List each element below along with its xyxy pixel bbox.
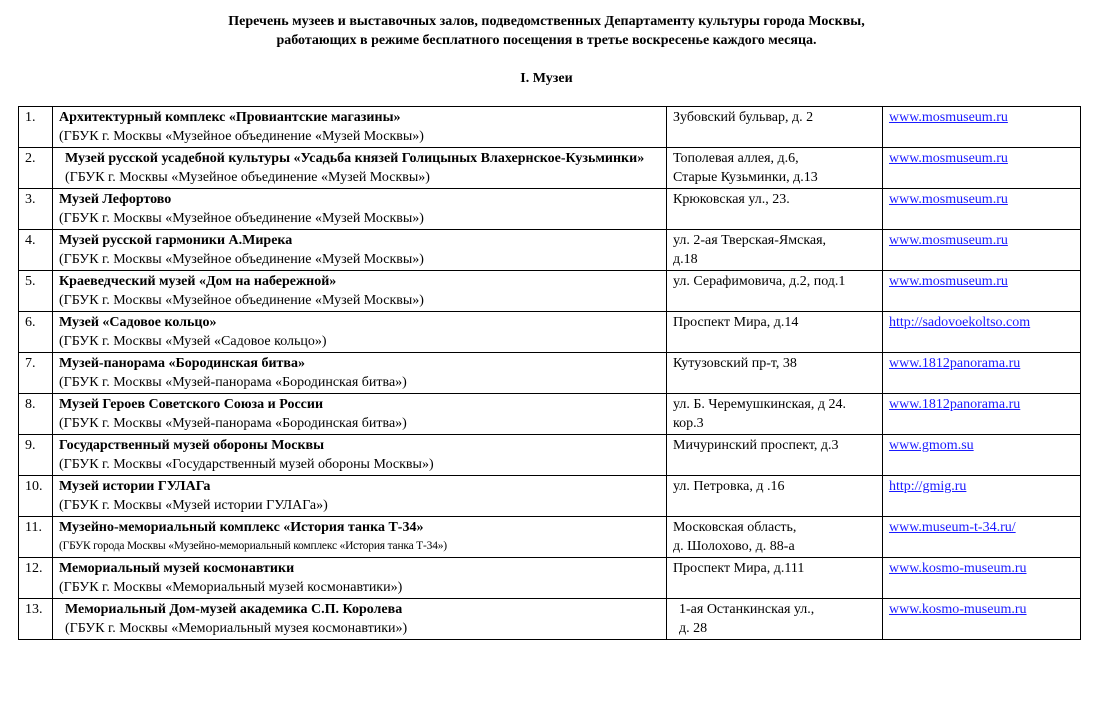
document-title [0, 12, 1093, 50]
table-row [19, 148, 1081, 189]
address-cell [667, 271, 883, 312]
website-cell [883, 312, 1081, 353]
table-row [19, 353, 1081, 394]
website-link[interactable]: www.gmom.su [889, 438, 974, 453]
website-link[interactable]: www.mosmuseum.ru [889, 274, 1008, 289]
address-cell [667, 148, 883, 189]
address-line: Тополевая аллея, д.6, [673, 151, 799, 166]
table-row [19, 271, 1081, 312]
address-line: д. Шолохово, д. 88-а [673, 539, 795, 554]
row-number: 5. [19, 271, 53, 312]
address-line: ул. 2-ая Тверская-Ямская, [673, 233, 827, 248]
website-cell [883, 189, 1081, 230]
museum-name: Краеведческий музей «Дом на набережной» [59, 274, 337, 289]
museum-name: Мемориальный Дом-музей академика С.П. Королева [65, 602, 403, 617]
address-line: ул. Серафимовича, д.2, под.1 [673, 274, 846, 289]
table-row [19, 189, 1081, 230]
website-link[interactable]: www.kosmo-museum.ru [889, 602, 1027, 617]
museum-name: Музей русской усадебной культуры «Усадьба князей Голицыных Влахернское-Кузьминки» [65, 151, 645, 166]
museum-name: Музей Героев Советского Союза и России [59, 397, 324, 412]
museum-cell [53, 353, 667, 394]
table-row [19, 517, 1081, 558]
museum-name: Музей-панорама «Бородинская битва» [59, 356, 305, 371]
address-cell [667, 107, 883, 148]
museums-table [18, 106, 1081, 640]
address-cell [667, 189, 883, 230]
address-line: д.18 [673, 252, 698, 267]
website-link[interactable]: www.1812panorama.ru [889, 356, 1021, 371]
museum-organization: (ГБУК г. Москвы «Мемориальный музей космонавтики») [59, 580, 403, 595]
museum-name: Музей Лефортово [59, 192, 172, 207]
row-number: 3. [19, 189, 53, 230]
title-line-2: работающих в режиме бесплатного посещения в третье воскресенье каждого месяца. [276, 33, 817, 48]
website-link[interactable]: www.museum-t-34.ru/ [889, 520, 1016, 535]
table-row [19, 435, 1081, 476]
address-line: кор.3 [673, 416, 704, 431]
museum-name: Музей истории ГУЛАГа [59, 479, 211, 494]
address-cell [667, 230, 883, 271]
museum-cell [53, 189, 667, 230]
museum-name: Архитектурный комплекс «Провиантские магазины» [59, 110, 401, 125]
row-number: 6. [19, 312, 53, 353]
table-row [19, 107, 1081, 148]
website-link[interactable]: www.mosmuseum.ru [889, 192, 1008, 207]
table-row [19, 312, 1081, 353]
website-link[interactable]: http://gmig.ru [889, 479, 967, 494]
museum-organization: (ГБУК г. Москвы «Музей «Садовое кольцо») [59, 334, 327, 349]
museum-cell [53, 435, 667, 476]
address-cell [667, 558, 883, 599]
website-cell [883, 394, 1081, 435]
museum-name: Мемориальный музей космонавтики [59, 561, 295, 576]
museum-cell [53, 599, 667, 640]
address-line: Старые Кузьминки, д.13 [673, 170, 818, 185]
row-number: 4. [19, 230, 53, 271]
museum-name: Музейно-мемориальный комплекс «История танка Т-34» [59, 520, 424, 535]
website-cell [883, 476, 1081, 517]
website-link[interactable]: www.mosmuseum.ru [889, 233, 1008, 248]
address-cell [667, 394, 883, 435]
website-cell [883, 230, 1081, 271]
museum-organization: (ГБУК города Москвы «Музейно-мемориальный комплекс «История танка Т-34») [59, 540, 447, 552]
address-cell [667, 517, 883, 558]
address-cell [667, 599, 883, 640]
museum-organization: (ГБУК г. Москвы «Музей-панорама «Бородинская битва») [59, 416, 407, 431]
address-line: Проспект Мира, д.111 [673, 561, 805, 576]
table-row [19, 558, 1081, 599]
table-row [19, 230, 1081, 271]
museum-organization: (ГБУК г. Москвы «Мемориальный музея космонавтики») [65, 621, 408, 636]
museums-table-body [19, 107, 1081, 640]
website-link[interactable]: www.mosmuseum.ru [889, 110, 1008, 125]
museum-cell [53, 394, 667, 435]
table-row [19, 599, 1081, 640]
address-line: Мичуринский проспект, д.3 [673, 438, 839, 453]
museum-organization: (ГБУК г. Москвы «Музей истории ГУЛАГа») [59, 498, 328, 513]
title-line-1: Перечень музеев и выставочных залов, подведомственных Департаменту культуры города Москвы, [228, 14, 865, 29]
website-link[interactable]: www.kosmo-museum.ru [889, 561, 1027, 576]
museum-organization: (ГБУК г. Москвы «Музейное объединение «Музей Москвы») [59, 211, 424, 226]
museum-organization: (ГБУК г. Москвы «Государственный музей обороны Москвы») [59, 457, 434, 472]
table-row [19, 394, 1081, 435]
row-number: 10. [19, 476, 53, 517]
row-number: 11. [19, 517, 53, 558]
address-line: Зубовский бульвар, д. 2 [673, 110, 814, 125]
website-cell [883, 599, 1081, 640]
address-cell [667, 353, 883, 394]
museum-organization: (ГБУК г. Москвы «Музейное объединение «Музей Москвы») [59, 252, 424, 267]
address-line: Проспект Мира, д.14 [673, 315, 799, 330]
website-cell [883, 517, 1081, 558]
row-number: 9. [19, 435, 53, 476]
museum-name: Музей русской гармоники А.Мирека [59, 233, 293, 248]
museum-cell [53, 312, 667, 353]
museum-cell [53, 148, 667, 189]
museum-cell [53, 230, 667, 271]
museum-organization: (ГБУК г. Москвы «Музейное объединение «Музей Москвы») [59, 293, 424, 308]
museum-organization: (ГБУК г. Москвы «Музейное объединение «Музей Москвы») [65, 170, 430, 185]
row-number: 7. [19, 353, 53, 394]
row-number: 8. [19, 394, 53, 435]
table-row [19, 476, 1081, 517]
museum-cell [53, 476, 667, 517]
museum-organization: (ГБУК г. Москвы «Музей-панорама «Бородинская битва») [59, 375, 407, 390]
website-cell [883, 271, 1081, 312]
address-line: 1-ая Останкинская ул., [679, 602, 815, 617]
address-line: Кутузовский пр-т, 38 [673, 356, 797, 371]
museum-cell [53, 107, 667, 148]
website-cell [883, 435, 1081, 476]
website-link[interactable]: http://sadovoekoltso.com [889, 315, 1031, 330]
museum-name: Музей «Садовое кольцо» [59, 315, 217, 330]
museum-cell [53, 558, 667, 599]
address-cell [667, 312, 883, 353]
section-title: I. Музеи [520, 71, 573, 86]
museum-name: Государственный музей обороны Москвы [59, 438, 325, 453]
row-number: 2. [19, 148, 53, 189]
website-cell [883, 353, 1081, 394]
address-line: ул. Б. Черемушкинская, д 24. [673, 397, 846, 412]
museum-organization: (ГБУК г. Москвы «Музейное объединение «Музей Москвы») [59, 129, 424, 144]
website-link[interactable]: www.1812panorama.ru [889, 397, 1021, 412]
address-line: д. 28 [679, 621, 708, 636]
address-line: Крюковская ул., 23. [673, 192, 790, 207]
website-cell [883, 558, 1081, 599]
museum-cell [53, 271, 667, 312]
website-link[interactable]: www.mosmuseum.ru [889, 151, 1008, 166]
website-cell [883, 107, 1081, 148]
row-number: 13. [19, 599, 53, 640]
address-line: ул. Петровка, д .16 [673, 479, 785, 494]
website-cell [883, 148, 1081, 189]
address-cell [667, 476, 883, 517]
museum-cell [53, 517, 667, 558]
row-number: 12. [19, 558, 53, 599]
address-line: Московская область, [673, 520, 797, 535]
address-cell [667, 435, 883, 476]
row-number: 1. [19, 107, 53, 148]
